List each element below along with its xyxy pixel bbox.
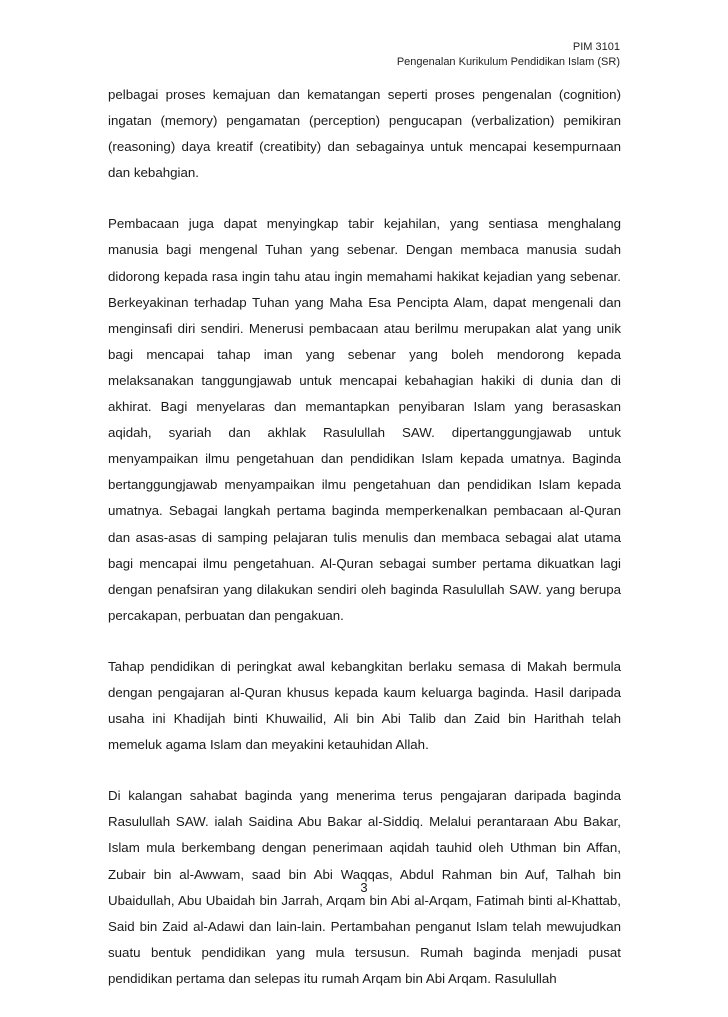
page-number: 3 — [360, 880, 368, 895]
paragraph: Pembacaan juga dapat menyingkap tabir kejahilan, yang sentiasa menghalang manusia bagi mengenal Tuhan yang sebenar. Dengan membaca manusia sudah didorong kepada rasa ingin tahu atau ingin memahami hakikat kejadian yang sebenar. Berkeyakinan terhadap Tuhan yang Maha Esa Pencipta Alam, dapat mengenali dan menginsafi diri sendiri. Menerusi pembacaan atau berilmu merupakan alat yang unik bagi mencapai tahap iman yang sebenar yang boleh mendorong kepada melaksanakan tanggungjawab untuk mencapai kebahagian hakiki di dunia dan di akhirat. Bagi menyelaras dan memantapkan penyibaran Islam yang berasaskan aqidah, syariah dan akhlak Rasulullah SAW. dipertanggungjawab untuk menyampaikan ilmu pengetahuan dan pendidikan Islam kepada umatnya. Baginda bertanggungjawab menyampaikan ilmu pengetahuan dan pendidikan Islam kepada umatnya. Sebagai langkah pertama baginda memperkenalkan pembacaan al-Quran dan asas-asas di samping pelajaran tulis menulis dan membaca sebagai alat utama bagi mencapai ilmu pengetahuan. Al-Quran sebagai sumber pertama dikuatkan lagi dengan penafsiran yang dilakukan sendiri oleh baginda Rasulullah SAW. yang berupa percakapan, perbuatan dan pengakuan. — [108, 216, 621, 623]
page-header — [397, 40, 620, 70]
paragraph: Di kalangan sahabat baginda yang menerima terus pengajaran daripada baginda Rasulullah SAW. ialah Saidina Abu Bakar al-Siddiq. Melalui perantaraan Abu Bakar, Islam mula berkembang dengan penerimaan aqidah tauhid oleh Uthman bin Affan, Zubair bin al-Awwam, saad bin Abi Waqqas, Abdul Rahman bin Auf, Talhah bin Ubaidullah, Abu Ubaidah bin Jarrah, Arqam bin Abi al-Arqam, Fatimah binti al-Khattab, Said bin Zaid al-Adawi dan lain-lain. Pertambahan penganut Islam telah mewujudkan suatu bentuk pendidikan yang mula tersusun. Rumah baginda menjadi pusat pendidikan pertama dan selepas itu rumah Arqam bin Abi Arqam. Rasulullah — [108, 788, 621, 986]
paragraph: Tahap pendidikan di peringkat awal kebangkitan berlaku semasa di Makah bermula dengan pengajaran al-Quran khusus kepada kaum keluarga baginda. Hasil daripada usaha ini Khadijah binti Khuwailid, Ali bin Abi Talib dan Zaid bin Harithah telah memeluk agama Islam dan meyakini ketauhidan Allah. — [108, 658, 621, 753]
course-title: Pengenalan Kurikulum Pendidikan Islam (SR) — [396, 56, 620, 68]
course-code: PIM 3101 — [572, 41, 620, 53]
document-body — [108, 82, 621, 1017]
paragraph: pelbagai proses kemajuan dan kematangan seperti proses pengenalan (cognition) ingatan (memory) pengamatan (perception) pengucapan (verbalization) pemikiran (reasoning) daya kreatif (creatibity) dan sebagainya untuk mencapai kesempurnaan dan kebahgian. — [108, 87, 621, 181]
